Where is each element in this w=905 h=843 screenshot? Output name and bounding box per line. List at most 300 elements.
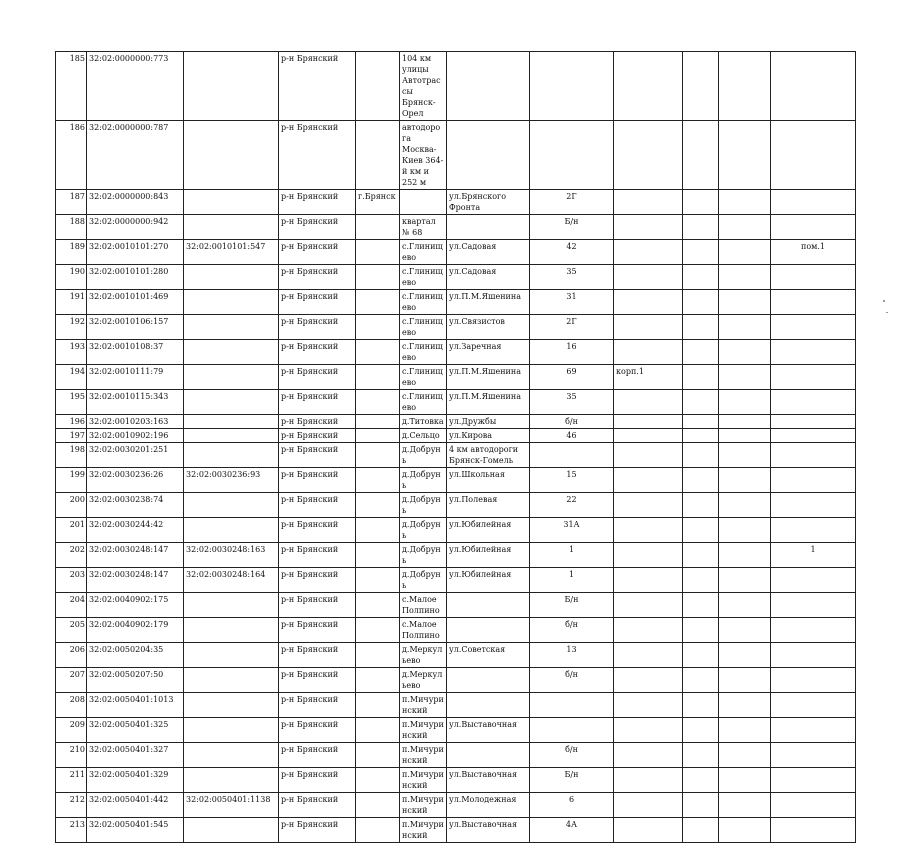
street-cell: ул.Дружбы	[447, 415, 530, 429]
building-cell	[614, 493, 683, 518]
house-number-cell: 16	[530, 340, 614, 365]
premises-cell	[771, 52, 856, 121]
blank-cell	[683, 718, 719, 743]
building-cell	[614, 568, 683, 593]
blank-cell	[719, 429, 771, 443]
table-row	[56, 668, 856, 693]
district-cell: р-н Брянский	[279, 215, 356, 240]
premises-cell	[771, 768, 856, 793]
blank-cell	[719, 718, 771, 743]
house-number-cell: 46	[530, 429, 614, 443]
settlement-cell: д.Добрунь	[400, 568, 447, 593]
district-cell: р-н Брянский	[279, 568, 356, 593]
blank-cell	[683, 121, 719, 190]
house-number-cell	[530, 443, 614, 468]
house-number-cell: 31	[530, 290, 614, 315]
building-cell	[614, 52, 683, 121]
building-cell	[614, 240, 683, 265]
row-number-cell: 199	[56, 468, 87, 493]
table-row	[56, 468, 856, 493]
blank-cell	[719, 121, 771, 190]
table-row	[56, 768, 856, 793]
row-number-cell: 190	[56, 265, 87, 290]
premises-cell	[771, 668, 856, 693]
building-cell	[614, 340, 683, 365]
linked-cadastral-number-cell	[184, 429, 279, 443]
cadastral-number-cell: 32:02:0000000:843	[87, 190, 184, 215]
city-cell	[356, 315, 400, 340]
street-cell: ул.Садовая	[447, 265, 530, 290]
house-number-cell	[530, 718, 614, 743]
blank-cell	[719, 290, 771, 315]
premises-cell	[771, 315, 856, 340]
settlement-cell: с.Глинищево	[400, 340, 447, 365]
table-row	[56, 290, 856, 315]
building-cell: корп.1	[614, 365, 683, 390]
district-cell: р-н Брянский	[279, 390, 356, 415]
house-number-cell: 31А	[530, 518, 614, 543]
street-cell	[447, 743, 530, 768]
linked-cadastral-number-cell	[184, 190, 279, 215]
blank-cell	[719, 315, 771, 340]
cadastral-number-cell: 32:02:0010101:280	[87, 265, 184, 290]
street-cell: ул.Кирова	[447, 429, 530, 443]
cadastral-number-cell: 32:02:0030248:147	[87, 568, 184, 593]
linked-cadastral-number-cell	[184, 593, 279, 618]
settlement-cell: п.Мичуринский	[400, 793, 447, 818]
street-cell	[447, 121, 530, 190]
city-cell	[356, 543, 400, 568]
building-cell	[614, 768, 683, 793]
street-cell: ул.Полевая	[447, 493, 530, 518]
settlement-cell: п.Мичуринский	[400, 693, 447, 718]
street-cell: ул.Брянского Фронта	[447, 190, 530, 215]
table-row	[56, 543, 856, 568]
house-number-cell: 69	[530, 365, 614, 390]
settlement-cell: п.Мичуринский	[400, 768, 447, 793]
district-cell: р-н Брянский	[279, 315, 356, 340]
cadastral-number-cell: 32:02:0050204:35	[87, 643, 184, 668]
street-cell: ул.Заречная	[447, 340, 530, 365]
settlement-cell: д.Добрунь	[400, 518, 447, 543]
district-cell: р-н Брянский	[279, 518, 356, 543]
house-number-cell: 22	[530, 493, 614, 518]
cadastral-number-cell: 32:02:0050401:325	[87, 718, 184, 743]
blank-cell	[719, 365, 771, 390]
street-cell	[447, 668, 530, 693]
linked-cadastral-number-cell	[184, 390, 279, 415]
building-cell	[614, 265, 683, 290]
building-cell	[614, 743, 683, 768]
premises-cell	[771, 468, 856, 493]
row-number-cell: 193	[56, 340, 87, 365]
premises-cell	[771, 443, 856, 468]
house-number-cell: 1	[530, 543, 614, 568]
cadastral-number-cell: 32:02:0010101:270	[87, 240, 184, 265]
settlement-cell: д.Добрунь	[400, 468, 447, 493]
city-cell: г.Брянск	[356, 190, 400, 215]
district-cell: р-н Брянский	[279, 768, 356, 793]
building-cell	[614, 315, 683, 340]
table-row	[56, 190, 856, 215]
linked-cadastral-number-cell	[184, 265, 279, 290]
settlement-cell: с.Глинищево	[400, 265, 447, 290]
settlement-cell: с.Глинищево	[400, 390, 447, 415]
premises-cell	[771, 693, 856, 718]
settlement-cell: д.Сельцо	[400, 429, 447, 443]
settlement-cell: с.Глинищево	[400, 240, 447, 265]
street-cell: ул.Юбилейная	[447, 568, 530, 593]
cadastral-number-cell: 32:02:0010902:196	[87, 429, 184, 443]
street-cell	[447, 593, 530, 618]
street-cell	[447, 215, 530, 240]
row-number-cell: 208	[56, 693, 87, 718]
blank-cell	[683, 190, 719, 215]
blank-cell	[683, 493, 719, 518]
table-row	[56, 415, 856, 429]
scan-speck	[883, 300, 885, 302]
table-row	[56, 215, 856, 240]
city-cell	[356, 215, 400, 240]
cadastral-number-cell: 32:02:0050207:50	[87, 668, 184, 693]
table-row	[56, 240, 856, 265]
linked-cadastral-number-cell: 32:02:0030236:93	[184, 468, 279, 493]
building-cell	[614, 818, 683, 843]
linked-cadastral-number-cell	[184, 518, 279, 543]
blank-cell	[683, 518, 719, 543]
linked-cadastral-number-cell	[184, 315, 279, 340]
city-cell	[356, 429, 400, 443]
table-row	[56, 793, 856, 818]
building-cell	[614, 121, 683, 190]
premises-cell	[771, 818, 856, 843]
house-number-cell: 35	[530, 390, 614, 415]
blank-cell	[719, 468, 771, 493]
linked-cadastral-number-cell: 32:02:0030248:164	[184, 568, 279, 593]
district-cell: р-н Брянский	[279, 493, 356, 518]
blank-cell	[719, 568, 771, 593]
linked-cadastral-number-cell	[184, 340, 279, 365]
settlement-cell: автодорога Москва-Киев 364-й км и 252 м	[400, 121, 447, 190]
premises-cell	[771, 390, 856, 415]
row-number-cell: 203	[56, 568, 87, 593]
row-number-cell: 191	[56, 290, 87, 315]
district-cell: р-н Брянский	[279, 718, 356, 743]
row-number-cell: 187	[56, 190, 87, 215]
city-cell	[356, 718, 400, 743]
row-number-cell: 195	[56, 390, 87, 415]
linked-cadastral-number-cell	[184, 718, 279, 743]
building-cell	[614, 290, 683, 315]
table-row	[56, 618, 856, 643]
house-number-cell: Б/н	[530, 215, 614, 240]
district-cell: р-н Брянский	[279, 121, 356, 190]
blank-cell	[683, 390, 719, 415]
building-cell	[614, 718, 683, 743]
blank-cell	[683, 315, 719, 340]
cadastral-number-cell: 32:02:0050401:329	[87, 768, 184, 793]
cadastral-number-cell: 32:02:0010101:469	[87, 290, 184, 315]
blank-cell	[719, 415, 771, 429]
linked-cadastral-number-cell	[184, 618, 279, 643]
row-number-cell: 204	[56, 593, 87, 618]
row-number-cell: 200	[56, 493, 87, 518]
settlement-cell: д.Добрунь	[400, 543, 447, 568]
settlement-cell: с.Малое Полпино	[400, 618, 447, 643]
district-cell: р-н Брянский	[279, 668, 356, 693]
settlement-cell: с.Малое Полпино	[400, 593, 447, 618]
district-cell: р-н Брянский	[279, 340, 356, 365]
premises-cell	[771, 743, 856, 768]
blank-cell	[683, 240, 719, 265]
city-cell	[356, 52, 400, 121]
blank-cell	[683, 618, 719, 643]
district-cell: р-н Брянский	[279, 743, 356, 768]
building-cell	[614, 693, 683, 718]
blank-cell	[719, 390, 771, 415]
district-cell: р-н Брянский	[279, 793, 356, 818]
cadastral-number-cell: 32:02:0010115:343	[87, 390, 184, 415]
linked-cadastral-number-cell	[184, 290, 279, 315]
table-row	[56, 340, 856, 365]
city-cell	[356, 240, 400, 265]
building-cell	[614, 668, 683, 693]
linked-cadastral-number-cell	[184, 52, 279, 121]
premises-cell	[771, 618, 856, 643]
premises-cell	[771, 718, 856, 743]
street-cell: ул.Юбилейная	[447, 518, 530, 543]
district-cell: р-н Брянский	[279, 643, 356, 668]
blank-cell	[719, 443, 771, 468]
city-cell	[356, 818, 400, 843]
row-number-cell: 194	[56, 365, 87, 390]
premises-cell	[771, 593, 856, 618]
settlement-cell	[400, 190, 447, 215]
house-number-cell: 2Г	[530, 190, 614, 215]
building-cell	[614, 429, 683, 443]
linked-cadastral-number-cell	[184, 743, 279, 768]
row-number-cell: 209	[56, 718, 87, 743]
linked-cadastral-number-cell	[184, 643, 279, 668]
building-cell	[614, 543, 683, 568]
street-cell: ул.Советская	[447, 643, 530, 668]
premises-cell	[771, 493, 856, 518]
house-number-cell: Б/н	[530, 593, 614, 618]
house-number-cell: Б/н	[530, 768, 614, 793]
street-cell	[447, 618, 530, 643]
cadastral-number-cell: 32:02:0030201:251	[87, 443, 184, 468]
city-cell	[356, 593, 400, 618]
street-cell: ул.Выставочная	[447, 768, 530, 793]
city-cell	[356, 443, 400, 468]
settlement-cell: с.Глинищево	[400, 365, 447, 390]
house-number-cell	[530, 52, 614, 121]
premises-cell	[771, 793, 856, 818]
row-number-cell: 207	[56, 668, 87, 693]
scan-speck	[886, 312, 888, 313]
linked-cadastral-number-cell	[184, 693, 279, 718]
blank-cell	[683, 793, 719, 818]
cadastral-number-cell: 32:02:0010203:163	[87, 415, 184, 429]
city-cell	[356, 415, 400, 429]
premises-cell	[771, 415, 856, 429]
premises-cell	[771, 121, 856, 190]
blank-cell	[719, 518, 771, 543]
settlement-cell: п.Мичуринский	[400, 743, 447, 768]
row-number-cell: 205	[56, 618, 87, 643]
cadastral-number-cell: 32:02:0030248:147	[87, 543, 184, 568]
house-number-cell: б/н	[530, 618, 614, 643]
blank-cell	[719, 618, 771, 643]
house-number-cell: 13	[530, 643, 614, 668]
premises-cell: пом.1	[771, 240, 856, 265]
row-number-cell: 198	[56, 443, 87, 468]
house-number-cell: б/н	[530, 415, 614, 429]
building-cell	[614, 190, 683, 215]
cadastral-number-cell: 32:02:0000000:773	[87, 52, 184, 121]
blank-cell	[719, 818, 771, 843]
city-cell	[356, 365, 400, 390]
street-cell: ул.П.М.Яшенина	[447, 290, 530, 315]
table-row	[56, 365, 856, 390]
linked-cadastral-number-cell	[184, 818, 279, 843]
district-cell: р-н Брянский	[279, 468, 356, 493]
row-number-cell: 206	[56, 643, 87, 668]
blank-cell	[719, 743, 771, 768]
blank-cell	[683, 593, 719, 618]
city-cell	[356, 390, 400, 415]
street-cell: ул.Молодежная	[447, 793, 530, 818]
blank-cell	[719, 768, 771, 793]
street-cell: ул.Юбилейная	[447, 543, 530, 568]
city-cell	[356, 618, 400, 643]
linked-cadastral-number-cell: 32:02:0030248:163	[184, 543, 279, 568]
district-cell: р-н Брянский	[279, 429, 356, 443]
building-cell	[614, 793, 683, 818]
blank-cell	[719, 215, 771, 240]
blank-cell	[719, 593, 771, 618]
table-row	[56, 121, 856, 190]
premises-cell	[771, 340, 856, 365]
cadastral-number-cell: 32:02:0050401:545	[87, 818, 184, 843]
house-number-cell: б/н	[530, 743, 614, 768]
premises-cell	[771, 365, 856, 390]
city-cell	[356, 568, 400, 593]
table-row	[56, 593, 856, 618]
premises-cell	[771, 190, 856, 215]
blank-cell	[683, 415, 719, 429]
table-row	[56, 818, 856, 843]
city-cell	[356, 493, 400, 518]
blank-cell	[719, 190, 771, 215]
cadastral-number-cell: 32:02:0010111:79	[87, 365, 184, 390]
building-cell	[614, 443, 683, 468]
building-cell	[614, 618, 683, 643]
settlement-cell: п.Мичуринский	[400, 718, 447, 743]
street-cell: ул.Связистов	[447, 315, 530, 340]
premises-cell	[771, 568, 856, 593]
table-row	[56, 265, 856, 290]
street-cell: ул.П.М.Яшенина	[447, 365, 530, 390]
table-row	[56, 443, 856, 468]
table-body	[56, 52, 856, 843]
city-cell	[356, 340, 400, 365]
city-cell	[356, 265, 400, 290]
premises-cell	[771, 265, 856, 290]
linked-cadastral-number-cell	[184, 493, 279, 518]
blank-cell	[683, 52, 719, 121]
table-row	[56, 518, 856, 543]
cadastral-number-cell: 32:02:0040902:179	[87, 618, 184, 643]
house-number-cell	[530, 693, 614, 718]
table-row	[56, 568, 856, 593]
linked-cadastral-number-cell	[184, 443, 279, 468]
blank-cell	[719, 793, 771, 818]
linked-cadastral-number-cell: 32:02:0010101:547	[184, 240, 279, 265]
house-number-cell: 6	[530, 793, 614, 818]
building-cell	[614, 390, 683, 415]
settlement-cell: квартал № 68	[400, 215, 447, 240]
table-row	[56, 390, 856, 415]
building-cell	[614, 518, 683, 543]
cadastral-number-cell: 32:02:0040902:175	[87, 593, 184, 618]
blank-cell	[683, 265, 719, 290]
linked-cadastral-number-cell: 32:02:0050401:1138	[184, 793, 279, 818]
row-number-cell: 197	[56, 429, 87, 443]
city-cell	[356, 668, 400, 693]
city-cell	[356, 693, 400, 718]
street-cell: ул.П.М.Яшенина	[447, 390, 530, 415]
blank-cell	[683, 365, 719, 390]
settlement-cell: д.Меркульево	[400, 643, 447, 668]
row-number-cell: 201	[56, 518, 87, 543]
district-cell: р-н Брянский	[279, 593, 356, 618]
blank-cell	[683, 768, 719, 793]
settlement-cell: д.Добрунь	[400, 443, 447, 468]
blank-cell	[719, 693, 771, 718]
row-number-cell: 213	[56, 818, 87, 843]
house-number-cell: 35	[530, 265, 614, 290]
settlement-cell: д.Титовка	[400, 415, 447, 429]
table-row	[56, 315, 856, 340]
blank-cell	[683, 443, 719, 468]
blank-cell	[683, 215, 719, 240]
blank-cell	[719, 52, 771, 121]
house-number-cell	[530, 121, 614, 190]
district-cell: р-н Брянский	[279, 265, 356, 290]
blank-cell	[683, 468, 719, 493]
building-cell	[614, 643, 683, 668]
city-cell	[356, 768, 400, 793]
city-cell	[356, 121, 400, 190]
linked-cadastral-number-cell	[184, 365, 279, 390]
linked-cadastral-number-cell	[184, 415, 279, 429]
premises-cell	[771, 215, 856, 240]
blank-cell	[719, 543, 771, 568]
table-row	[56, 643, 856, 668]
table-row	[56, 52, 856, 121]
blank-cell	[719, 643, 771, 668]
street-cell	[447, 52, 530, 121]
district-cell: р-н Брянский	[279, 365, 356, 390]
premises-cell	[771, 643, 856, 668]
row-number-cell: 192	[56, 315, 87, 340]
premises-cell	[771, 290, 856, 315]
house-number-cell: 2Г	[530, 315, 614, 340]
building-cell	[614, 468, 683, 493]
district-cell: р-н Брянский	[279, 290, 356, 315]
row-number-cell: 212	[56, 793, 87, 818]
